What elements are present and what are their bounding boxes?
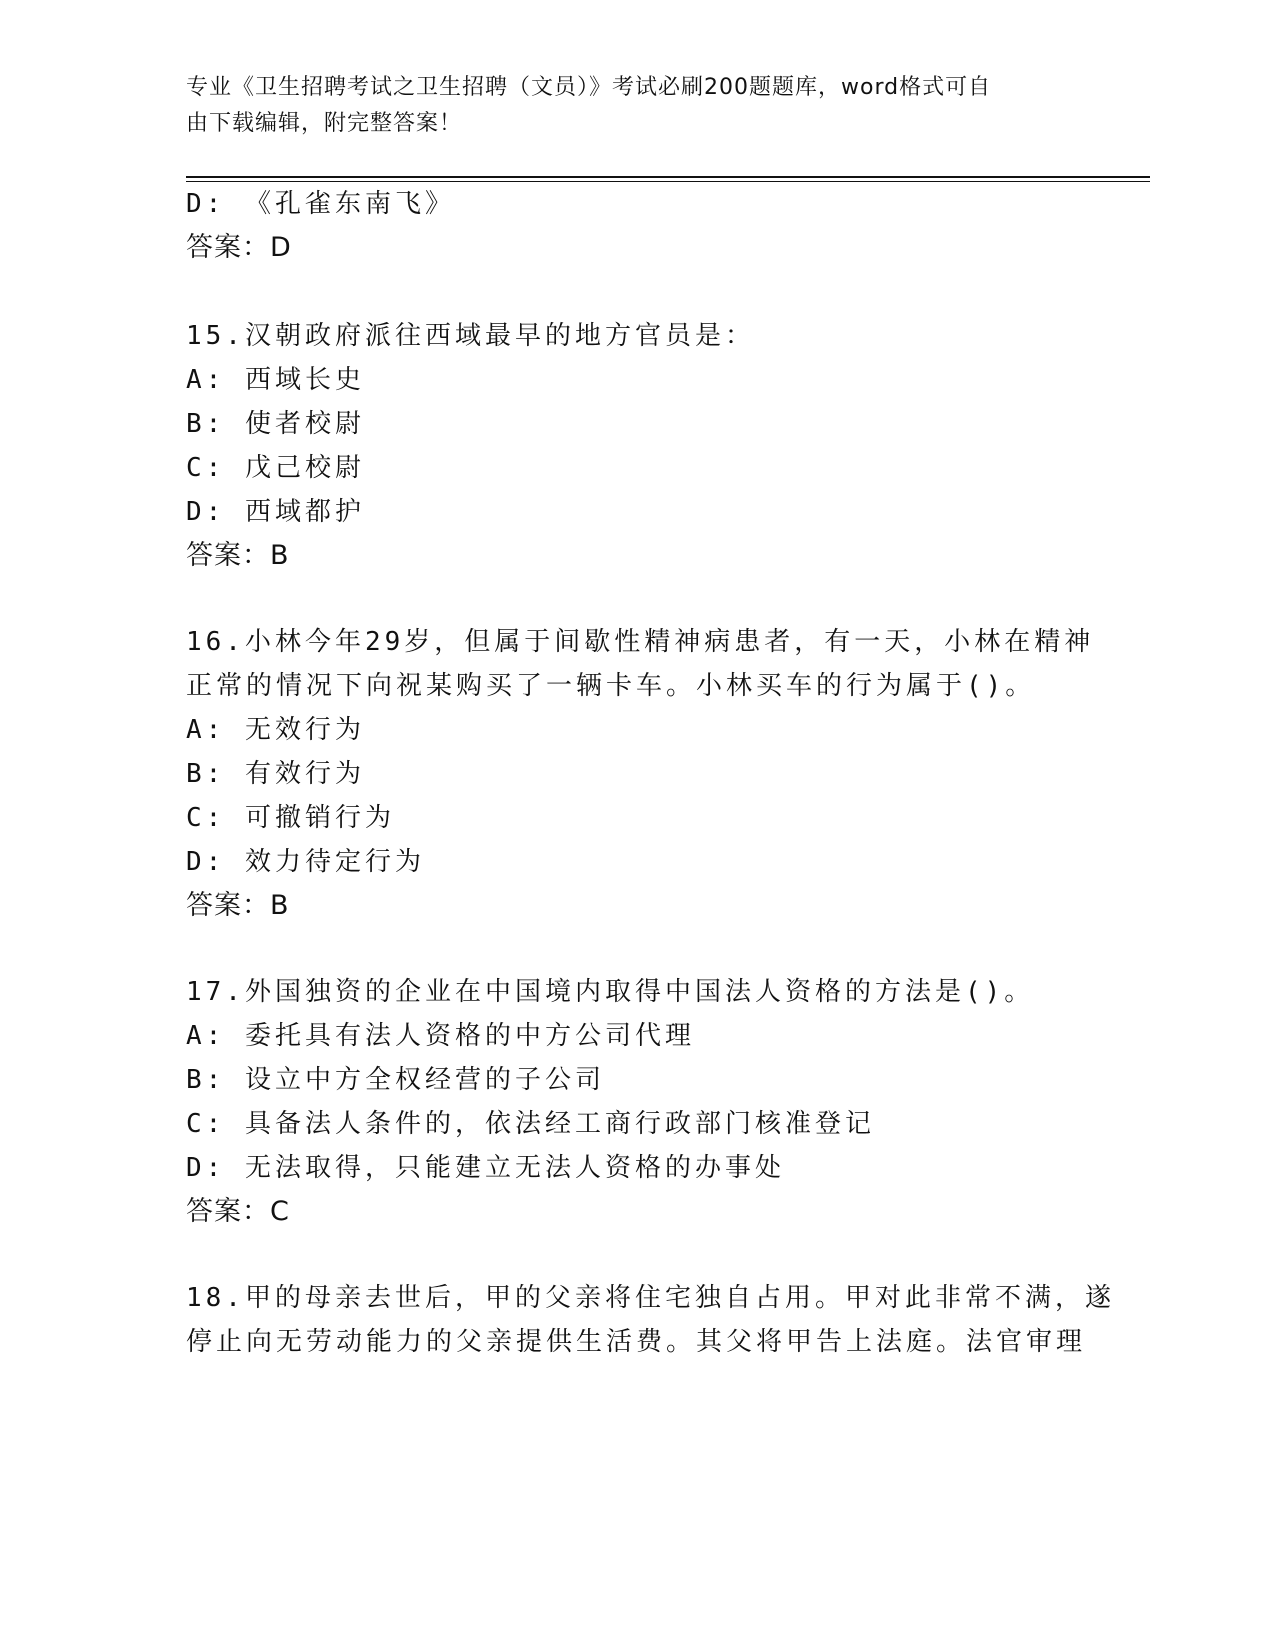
header-divider (186, 176, 1150, 182)
q16-option-d: D: 效力待定行为 (186, 847, 425, 877)
q16-stem-line2: 正常的情况下向祝某购买了一辆卡车。小林买车的行为属于()。 (186, 671, 1036, 701)
q18-stem-line1: 18.甲的母亲去世后，甲的父亲将住宅独自占用。甲对此非常不满，遂 (186, 1283, 1115, 1313)
q15-option-a: A: 西域长史 (186, 365, 365, 395)
q16-answer: 答案：B (186, 890, 290, 921)
q17-stem: 17.外国独资的企业在中国境内取得中国法人资格的方法是()。 (186, 977, 1035, 1007)
q16-option-a: A: 无效行为 (186, 715, 365, 745)
header-title-line2: 由下载编辑，附完整答案！ (186, 111, 463, 136)
header-title-line1: 专业《卫生招聘考试之卫生招聘（文员）》考试必刷200题题库，word格式可自 (186, 75, 992, 100)
q16-option-c: C: 可撤销行为 (186, 803, 395, 833)
q17-option-c: C: 具备法人条件的，依法经工商行政部门核准登记 (186, 1109, 875, 1139)
q15-option-c: C: 戊己校尉 (186, 453, 365, 483)
q18-stem-line2: 停止向无劳动能力的父亲提供生活费。其父将甲告上法庭。法官审理 (186, 1327, 1087, 1357)
document-header (186, 70, 1066, 142)
q17-option-d: D: 无法取得，只能建立无法人资格的办事处 (186, 1153, 785, 1183)
q17-answer: 答案：C (186, 1196, 290, 1227)
prev-option-d: D: 《孔雀东南飞》 (186, 189, 455, 219)
q15-answer: 答案：B (186, 540, 290, 571)
q15-option-b: B: 使者校尉 (186, 409, 365, 439)
q16-option-b: B: 有效行为 (186, 759, 365, 789)
q17-option-a: A: 委托具有法人资格的中方公司代理 (186, 1021, 695, 1051)
prev-answer: 答案：D (186, 232, 292, 263)
q15-stem: 15.汉朝政府派往西域最早的地方官员是： (186, 321, 755, 351)
q17-option-b: B: 设立中方全权经营的子公司 (186, 1065, 605, 1095)
q16-stem-line1: 16.小林今年29岁，但属于间歇性精神病患者，有一天，小林在精神 (186, 627, 1095, 657)
q15-option-d: D: 西域都护 (186, 497, 365, 527)
